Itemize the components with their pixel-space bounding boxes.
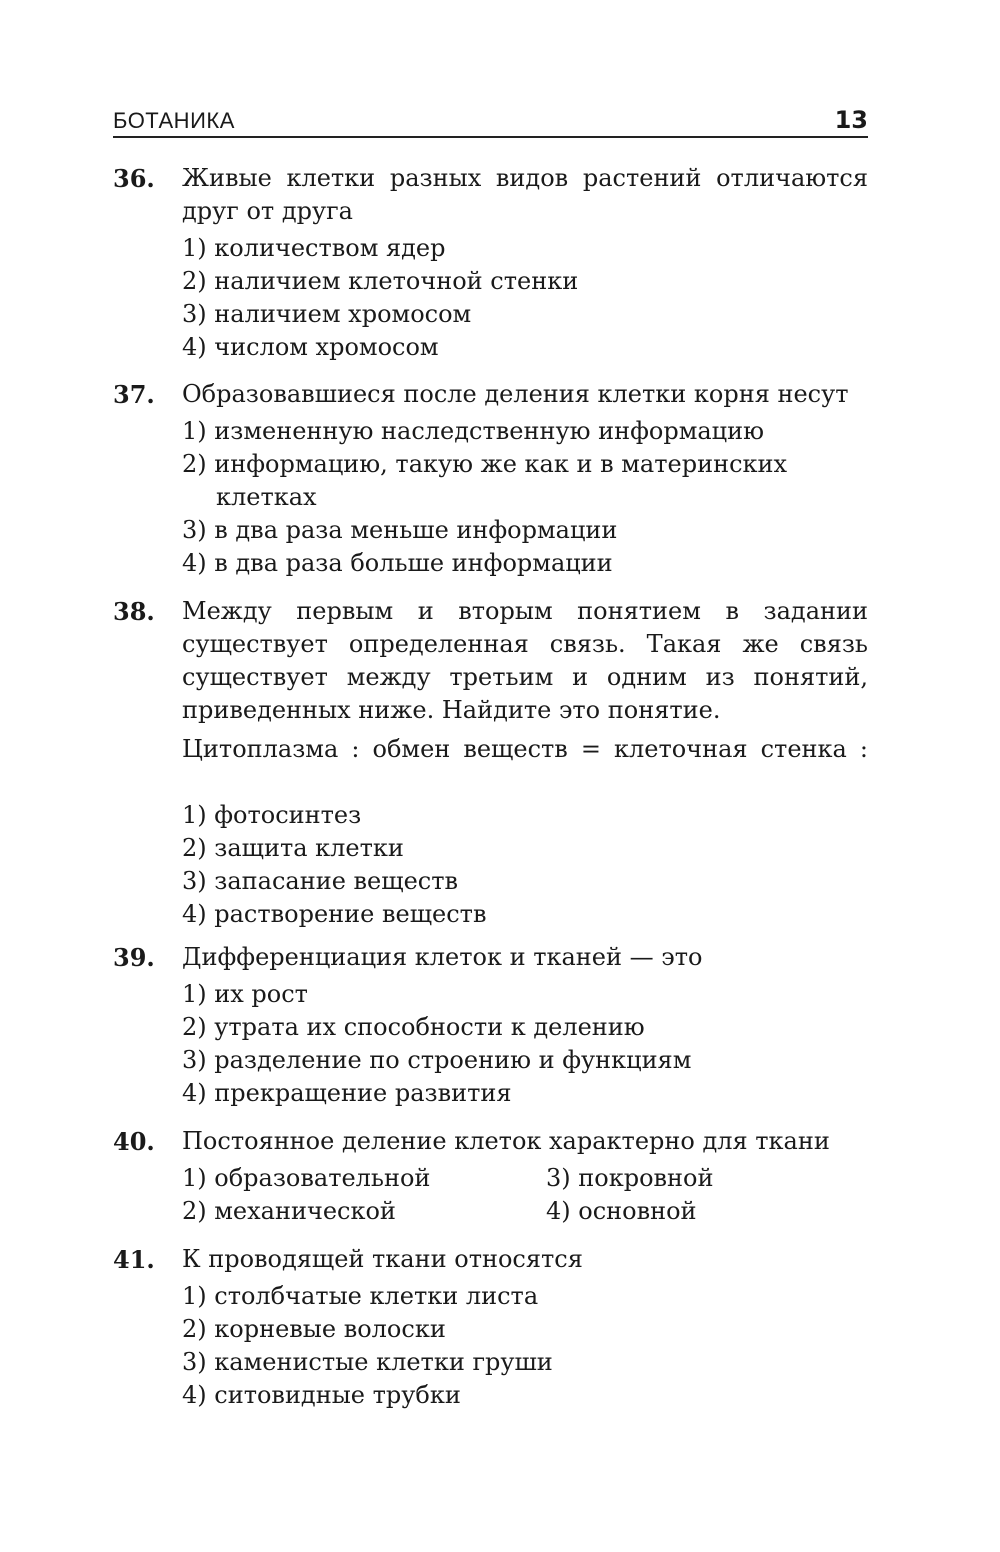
- answer-option: 3) наличием хромосом: [182, 300, 472, 328]
- question-41: [113, 1243, 868, 1412]
- question-number: 40.: [113, 1127, 155, 1156]
- question-38: [113, 595, 868, 931]
- question-40: [113, 1125, 868, 1228]
- running-header: [113, 104, 868, 138]
- analogy-line: Цитоплазма : обмен веществ = клеточная стенка :: [182, 735, 868, 763]
- answer-option: 3) запасание веществ: [182, 867, 458, 895]
- section-title: БОТАНИКА: [113, 108, 235, 133]
- answer-option: 4) прекращение развития: [182, 1079, 512, 1107]
- answer-option: 3) в два раза меньше информации: [182, 516, 618, 544]
- answer-option: 2) наличием клеточной стенки: [182, 267, 579, 295]
- answer-option: 1) их рост: [182, 980, 308, 1008]
- answer-options: [182, 1162, 868, 1228]
- answer-option: 1) измененную наследственную информацию: [182, 417, 764, 445]
- answer-option: 3) каменистые клетки груши: [182, 1348, 553, 1376]
- answer-option: 1) количеством ядер: [182, 234, 446, 262]
- question-number: 41.: [113, 1245, 155, 1274]
- question-stem: Постоянное деление клеток характерно для ткани: [182, 1127, 830, 1155]
- question-39: [113, 941, 868, 1110]
- answer-option: 2) защита клетки: [182, 834, 404, 862]
- answer-option: 2) корневые волоски: [182, 1315, 446, 1343]
- page-number: 13: [834, 106, 868, 134]
- question-37: [113, 378, 868, 580]
- question-stem: Между первым и вторым понятием в задании существует определенная связь. Такая же связь существует между третьим и одним из понятий, приведенных ниже. Найдите это понятие.: [182, 597, 868, 724]
- question-stem: Дифференциация клеток и тканей — это: [182, 943, 703, 971]
- question-36: [113, 162, 868, 364]
- answer-option: 4) в два раза больше информации: [182, 549, 613, 577]
- answer-option: 3) покровной: [546, 1164, 714, 1192]
- answer-options: [182, 415, 868, 580]
- answer-option: 2) информацию, такую же как и в материнских клетках: [182, 450, 788, 511]
- answer-options: [182, 1280, 868, 1412]
- answer-option: 4) растворение веществ: [182, 900, 487, 928]
- answer-options: [182, 799, 868, 931]
- question-number: 36.: [113, 164, 155, 193]
- answer-option: 1) фотосинтез: [182, 801, 362, 829]
- answer-option: 4) ситовидные трубки: [182, 1381, 461, 1409]
- answer-option: 2) механической: [182, 1197, 396, 1225]
- answer-options: [182, 978, 868, 1110]
- question-stem: Образовавшиеся после деления клетки корня несут: [182, 380, 849, 408]
- question-stem: К проводящей ткани относятся: [182, 1245, 583, 1273]
- question-number: 37.: [113, 380, 155, 409]
- question-number: 38.: [113, 597, 155, 626]
- answer-option: 2) утрата их способности к делению: [182, 1013, 645, 1041]
- answer-option: 4) числом хромосом: [182, 333, 439, 361]
- answer-options: [182, 232, 868, 364]
- question-stem: Живые клетки разных видов растений отличаются друг от друга: [182, 164, 868, 225]
- answer-option: 1) столбчатые клетки листа: [182, 1282, 539, 1310]
- answer-option: 1) образовательной: [182, 1164, 431, 1192]
- question-number: 39.: [113, 943, 155, 972]
- answer-option: 3) разделение по строению и функциям: [182, 1046, 692, 1074]
- answer-option: 4) основной: [546, 1197, 697, 1225]
